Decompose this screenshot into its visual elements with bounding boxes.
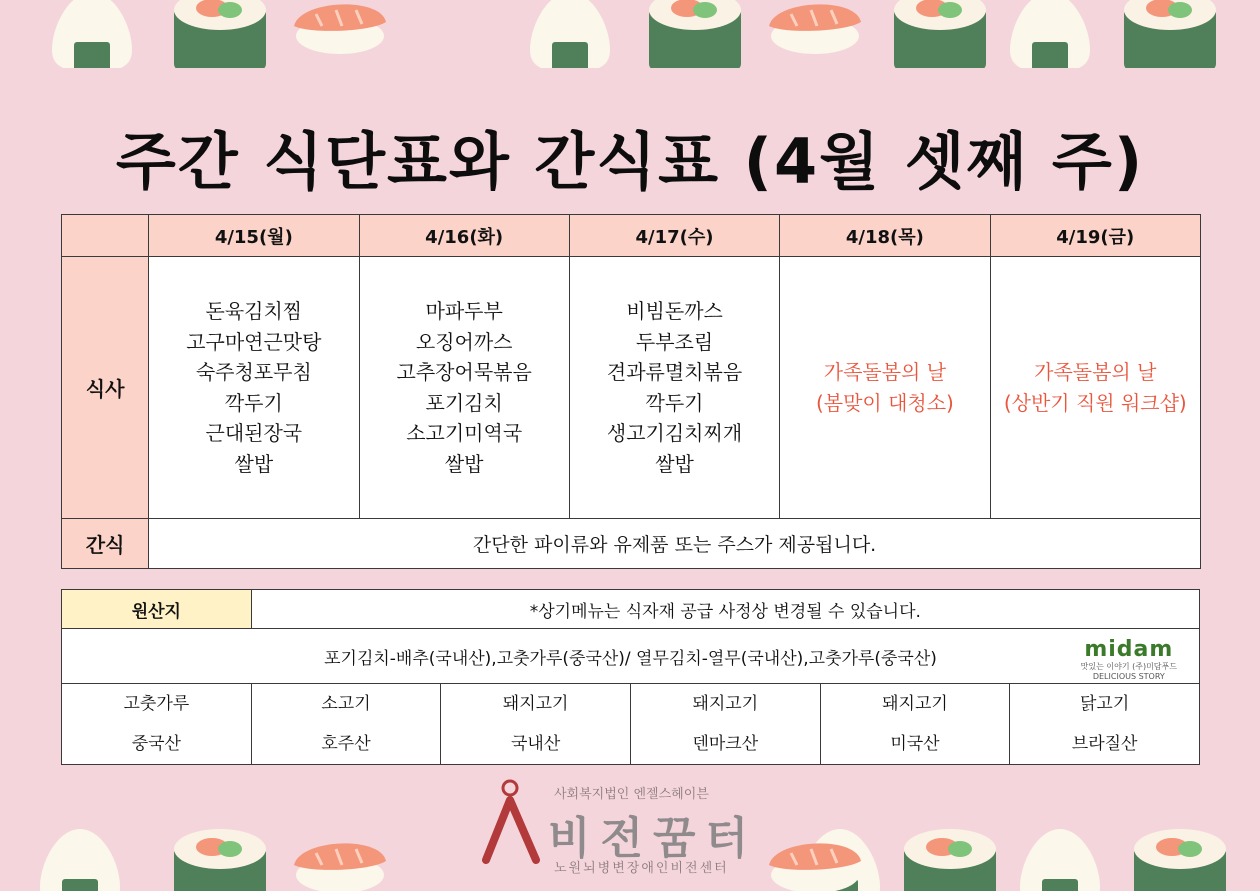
origin-note: *상기메뉴는 식자재 공급 사정상 변경될 수 있습니다. xyxy=(251,590,1199,629)
ingredient-name: 돼지고기 xyxy=(692,694,759,714)
origin-item xyxy=(62,684,252,765)
ingredient-origin: 미국산 xyxy=(890,734,940,754)
day-header: 4/16(화) xyxy=(359,215,569,257)
day-header: 4/18(목) xyxy=(780,215,990,257)
meal-label: 식사 xyxy=(62,257,149,519)
menu-item: 쌀밥 xyxy=(444,451,484,476)
meal-cell-mon xyxy=(149,257,359,519)
menu-item: 포기김치 xyxy=(425,390,503,415)
weekly-menu-table xyxy=(61,214,1201,569)
meal-cell-thu xyxy=(780,257,990,519)
menu-item: 두부조림 xyxy=(635,329,714,354)
ingredient-name: 소고기 xyxy=(321,694,371,714)
menu-corner-cell xyxy=(62,215,149,257)
menu-item: 숙주청포무침 xyxy=(195,360,312,384)
ingredient-origin: 국내산 xyxy=(511,734,561,754)
snack-label: 간식 xyxy=(62,519,149,569)
menu-item: 깍두기 xyxy=(224,390,283,415)
menu-header-row xyxy=(62,215,1201,257)
ingredient-origin: 호주산 xyxy=(321,734,371,754)
menu-item: 근대된장국 xyxy=(205,421,303,445)
origin-item xyxy=(251,684,441,765)
menu-item: 생고기김치찌개 xyxy=(606,421,743,445)
ingredient-origin: 덴마크산 xyxy=(692,734,759,754)
food-decoration-top xyxy=(0,0,1260,68)
snack-row xyxy=(62,519,1201,569)
logo-name: 비전꿈터 xyxy=(548,813,759,864)
menu-item: 고추장어묵볶음 xyxy=(396,360,532,384)
kimchi-row xyxy=(62,629,1200,684)
kimchi-origin-cell xyxy=(62,629,1200,684)
origin-table xyxy=(61,589,1200,765)
menu-item: 마파두부 xyxy=(425,299,503,323)
meal-cell-tue xyxy=(359,257,569,519)
menu-item: 깍두기 xyxy=(645,390,704,415)
event-detail: (봄맞이 대청소) xyxy=(815,390,954,415)
menu-item: 견과류멸치볶음 xyxy=(606,360,743,384)
day-header: 4/17(수) xyxy=(569,215,779,257)
ingredient-name: 돼지고기 xyxy=(882,694,948,714)
menu-item: 돈육김치찜 xyxy=(205,299,303,323)
origin-item xyxy=(630,684,820,765)
origin-item xyxy=(1010,684,1200,765)
menu-item: 쌀밥 xyxy=(655,451,694,476)
snack-description: 간단한 파이류와 유제품 또는 주스가 제공됩니다. xyxy=(149,519,1201,569)
person-icon xyxy=(478,778,558,878)
origin-items-row xyxy=(62,684,1200,765)
ingredient-origin: 중국산 xyxy=(131,734,181,754)
menu-item: 비빔돈까스 xyxy=(626,299,723,323)
ingredient-name: 고춧가루 xyxy=(123,694,190,714)
kimchi-origin-text: 포기김치-배추(국내산),고춧가루(중국산)/ 열무김치-열무(국내산),고춧가루(중국산) xyxy=(324,648,937,669)
meal-cell-wed xyxy=(569,257,779,519)
midam-brand: midam xyxy=(1084,637,1174,662)
origin-label: 원산지 xyxy=(62,590,252,629)
menu-item: 소고기미역국 xyxy=(406,421,523,445)
origin-item xyxy=(441,684,631,765)
origin-header-row xyxy=(62,590,1200,629)
midam-tagline: 맛있는 이야기 (주)미담푸드 xyxy=(1080,662,1177,671)
event-title: 가족돌봄의 날 xyxy=(823,360,947,384)
event-title: 가족돌봄의 날 xyxy=(1034,360,1157,384)
midam-logo xyxy=(1081,638,1177,682)
menu-item: 고구마연근맛탕 xyxy=(186,329,322,354)
logo-org: 사회복지법인 엔젤스헤이븐 xyxy=(554,787,709,802)
logo-sub: 노원뇌병변장애인비전센터 xyxy=(554,861,729,876)
meal-row xyxy=(62,257,1201,519)
ingredient-origin: 브라질산 xyxy=(1071,734,1138,754)
vision-kkumteo-logo xyxy=(478,778,768,891)
page-title: 주간 식단표와 간식표 (4월 셋째 주) xyxy=(115,125,1145,198)
day-header: 4/15(월) xyxy=(149,215,359,257)
day-header: 4/19(금) xyxy=(990,215,1200,257)
midam-sub: DELICIOUS STORY xyxy=(1092,672,1165,681)
menu-item: 쌀밥 xyxy=(234,451,274,476)
meal-cell-fri xyxy=(990,257,1200,519)
ingredient-name: 돼지고기 xyxy=(502,694,569,714)
event-detail: (상반기 직원 워크샵) xyxy=(1003,390,1187,415)
origin-item xyxy=(820,684,1010,765)
ingredient-name: 닭고기 xyxy=(1080,694,1130,714)
menu-item: 오징어까스 xyxy=(415,329,513,354)
